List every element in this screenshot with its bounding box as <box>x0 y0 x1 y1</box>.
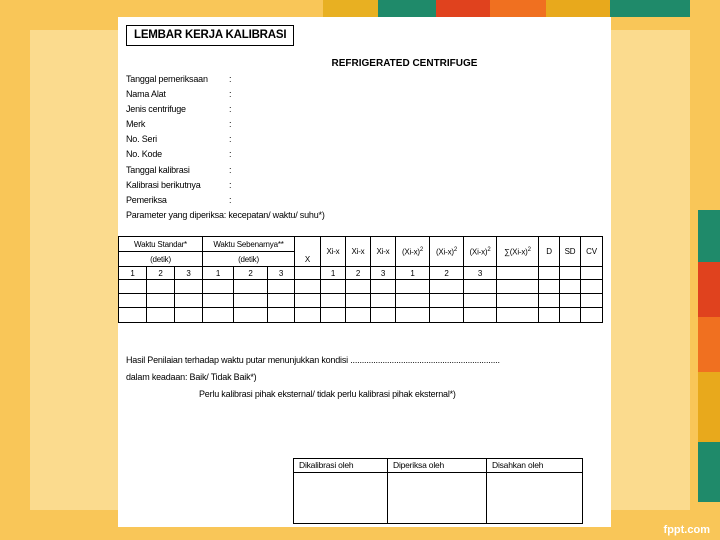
field-row <box>126 72 325 87</box>
measurement-table <box>118 236 603 323</box>
header-xi-x-sq-text: (Xi-x) <box>469 247 488 257</box>
table-row <box>119 280 603 294</box>
document-title: LEMBAR KERJA KALIBRASI <box>126 25 294 46</box>
header-xi-x-2: Xi-x <box>346 237 371 267</box>
header-xi-x-sq-3 <box>464 237 497 267</box>
field-row <box>126 117 325 132</box>
top-stripe-amber <box>546 0 610 17</box>
side-stripe-green <box>698 210 720 262</box>
result-line-2: dalam keadaan: Baik/ Tidak Baik*) <box>126 372 257 382</box>
signature-table <box>293 458 583 524</box>
field-row <box>126 147 325 162</box>
index-cell: 2 <box>430 267 464 280</box>
signature-box <box>294 473 388 524</box>
field-label: Tanggal pemeriksaan <box>126 74 208 84</box>
index-cell: 3 <box>464 267 497 280</box>
field-colon: : <box>229 104 232 115</box>
superscript-2: 2 <box>487 246 491 253</box>
worksheet-page <box>118 17 611 527</box>
header-d: D <box>539 237 560 267</box>
index-cell: 2 <box>234 267 268 280</box>
top-stripe-orange <box>490 0 546 17</box>
index-cell: 3 <box>371 267 396 280</box>
header-sd: SD <box>560 237 581 267</box>
index-cell: 3 <box>175 267 203 280</box>
field-label: Tanggal kalibrasi <box>126 164 190 175</box>
empty-cell <box>560 267 581 280</box>
top-stripe-red <box>436 0 490 17</box>
field-colon: : <box>229 134 232 145</box>
empty-cell <box>539 267 560 280</box>
field-label: Kalibrasi berikutnya <box>126 179 201 190</box>
field-row <box>126 178 325 193</box>
header-xi-x-sq-text: (Xi-x) <box>401 247 420 257</box>
result-line-3: Perlu kalibrasi pihak eksternal/ tidak perlu kalibrasi pihak eksternal*) <box>199 389 456 399</box>
parameter-line: Parameter yang diperiksa: kecepatan/ waktu/ suhu*) <box>126 209 325 220</box>
index-cell: 3 <box>268 267 295 280</box>
signature-header-diperiksa: Diperiksa oleh <box>388 459 487 473</box>
header-xi-x-sq-text: (Xi-x) <box>435 247 454 257</box>
field-colon: : <box>229 194 232 205</box>
side-stripe-green-2 <box>698 442 720 502</box>
superscript-2: 2 <box>419 246 424 253</box>
field-colon: : <box>229 179 232 190</box>
signature-box <box>388 473 487 524</box>
side-stripe-orange <box>698 317 720 372</box>
field-label: Jenis centrifuge <box>126 104 186 115</box>
header-detik-standar: (detik) <box>119 252 203 267</box>
index-cell: 1 <box>203 267 234 280</box>
side-stripe-red <box>698 262 720 317</box>
result-section <box>126 352 500 403</box>
field-colon: : <box>229 119 232 130</box>
side-stripe-amber <box>698 372 720 442</box>
field-label: Pemeriksa <box>126 194 167 205</box>
header-xi-x-3: Xi-x <box>371 237 396 267</box>
table-row <box>119 294 603 308</box>
signature-box <box>487 473 583 524</box>
top-stripe-gold <box>323 0 378 17</box>
header-detik-sebenarnya: (detik) <box>203 252 295 267</box>
field-row <box>126 193 325 208</box>
document-subtitle: REFRIGERATED CENTRIFUGE <box>331 58 478 69</box>
field-colon: : <box>229 164 232 175</box>
result-line-1: Hasil Penilaian terhadap waktu putar menunjukkan kondisi ................................................................. <box>126 355 500 365</box>
header-waktu-sebenarnya: Waktu Sebenarnya** <box>203 237 295 252</box>
field-row <box>126 87 325 102</box>
field-label: No. Kode <box>126 149 162 160</box>
index-cell: 1 <box>119 267 147 280</box>
brand-footer: fppt.com <box>663 524 710 536</box>
signature-header-disahkan: Disahkan oleh <box>487 459 583 473</box>
field-row <box>126 163 325 178</box>
header-sum-xi-x-sq <box>497 237 539 267</box>
header-xi-x-sq-1 <box>396 237 430 267</box>
field-row <box>126 102 325 117</box>
field-label: Merk <box>126 119 146 130</box>
empty-cell <box>497 267 539 280</box>
superscript-2: 2 <box>453 246 458 253</box>
header-xi-x-sq-2 <box>430 237 464 267</box>
table-row <box>119 308 603 323</box>
header-cv: CV <box>581 237 603 267</box>
header-waktu-standar: Waktu Standar* <box>119 237 203 252</box>
index-cell: 1 <box>396 267 430 280</box>
index-cell: 1 <box>321 267 346 280</box>
superscript-2: 2 <box>527 246 531 253</box>
empty-cell <box>295 267 321 280</box>
field-label: No. Seri <box>126 134 157 145</box>
field-label: Nama Alat <box>126 89 166 100</box>
identity-fields <box>126 72 325 223</box>
index-cell: 2 <box>346 267 371 280</box>
index-cell: 2 <box>147 267 175 280</box>
empty-cell <box>581 267 603 280</box>
top-stripe-green <box>378 0 436 17</box>
field-colon: : <box>229 89 232 100</box>
header-x: X <box>295 237 321 267</box>
top-stripe-green-2 <box>610 0 690 17</box>
field-colon: : <box>229 74 232 84</box>
field-colon: : <box>229 149 232 160</box>
header-xi-x-1: Xi-x <box>321 237 346 267</box>
field-row <box>126 132 325 147</box>
header-sum-text: ∑(Xi-x) <box>504 247 528 257</box>
signature-header-dikalibrasi: Dikalibrasi oleh <box>294 459 388 473</box>
